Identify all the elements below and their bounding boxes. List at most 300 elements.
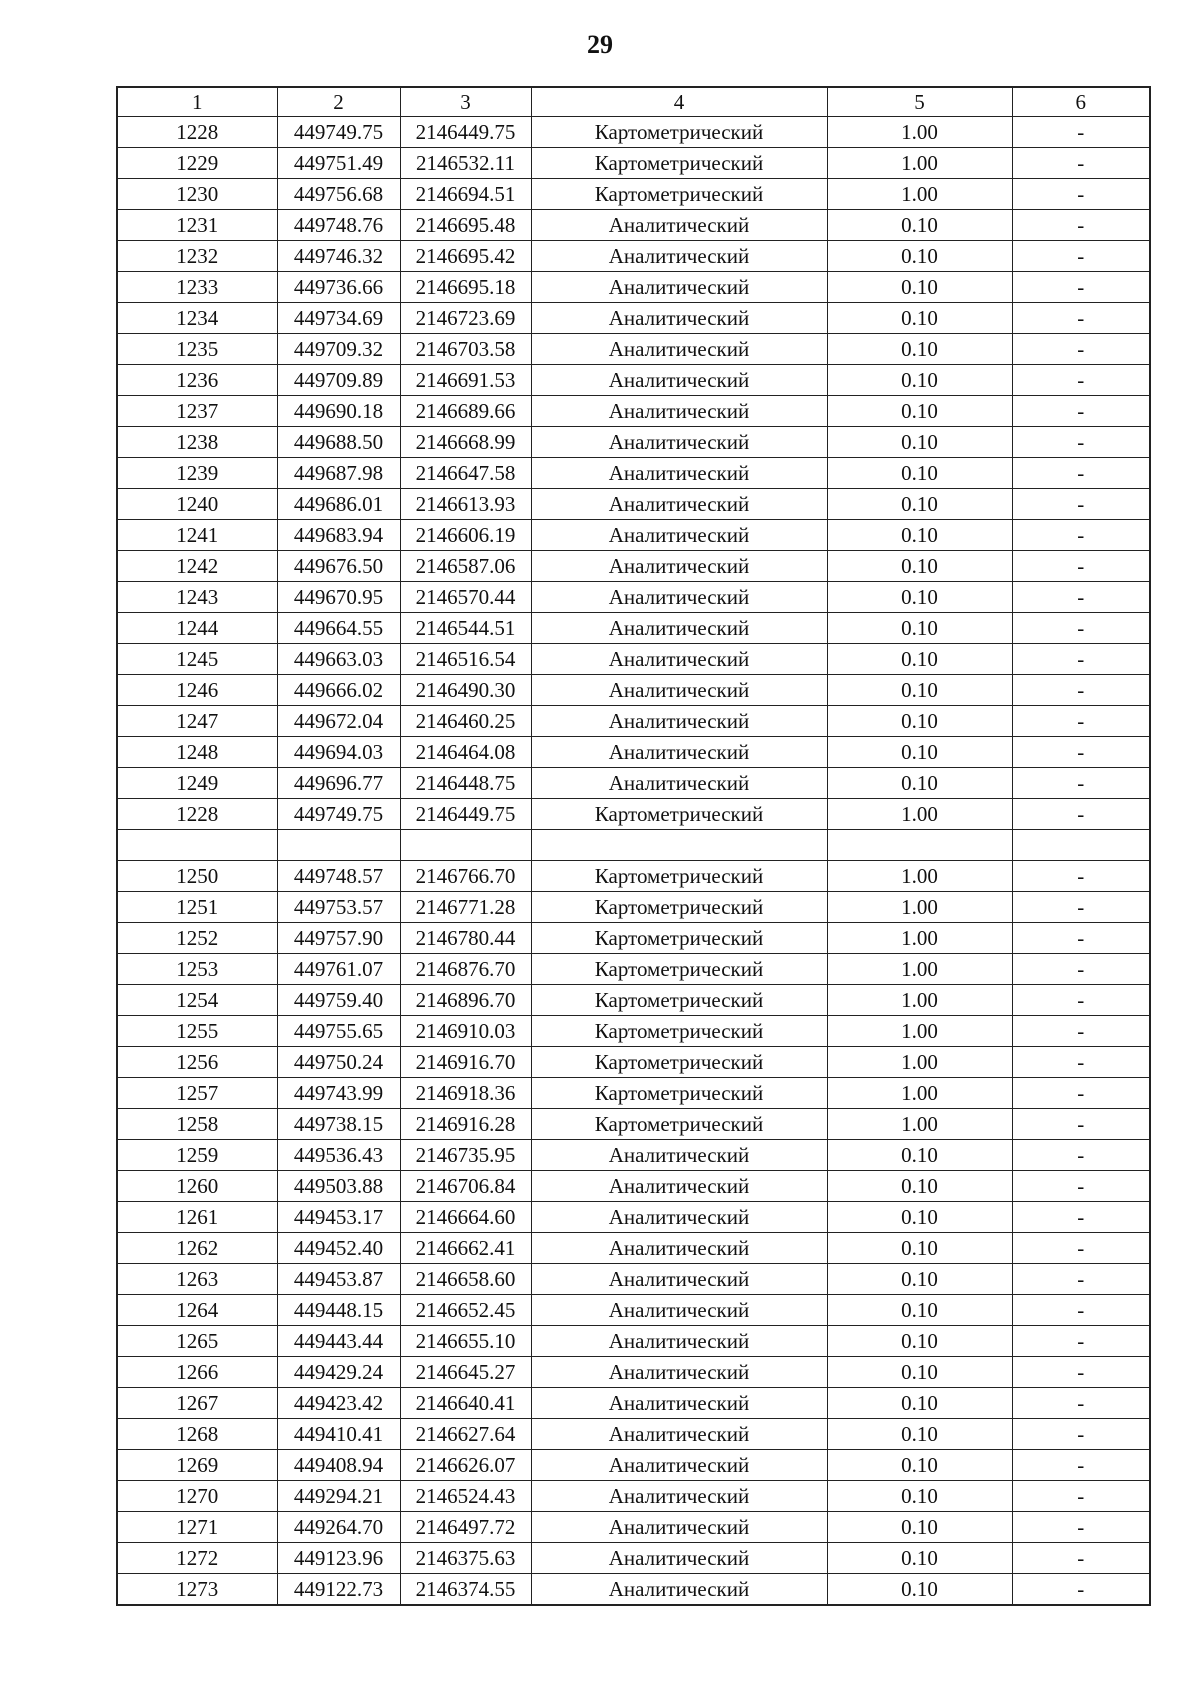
accuracy-cell: 0.10: [827, 520, 1012, 551]
accuracy-cell: 1.00: [827, 179, 1012, 210]
y-coordinate-cell: 2146606.19: [400, 520, 531, 551]
table-row: [117, 1388, 1150, 1419]
table-row: [117, 613, 1150, 644]
y-coordinate-cell: 2146668.99: [400, 427, 531, 458]
y-coordinate-cell: 2146691.53: [400, 365, 531, 396]
accuracy-cell: 1.00: [827, 1016, 1012, 1047]
x-coordinate-cell: 449761.07: [277, 954, 400, 985]
y-coordinate-cell: 2146375.63: [400, 1543, 531, 1574]
point-number-cell: 1270: [117, 1481, 277, 1512]
x-coordinate-cell: 449670.95: [277, 582, 400, 613]
y-coordinate-cell: 2146570.44: [400, 582, 531, 613]
description-cell: -: [1012, 1202, 1150, 1233]
method-cell: Картометрический: [531, 892, 827, 923]
page-number: 29: [587, 30, 613, 59]
point-number-cell: 1251: [117, 892, 277, 923]
table-row: [117, 799, 1150, 830]
y-coordinate-cell: 2146916.70: [400, 1047, 531, 1078]
accuracy-cell: 0.10: [827, 1140, 1012, 1171]
description-cell: -: [1012, 1016, 1150, 1047]
description-cell: -: [1012, 1512, 1150, 1543]
point-number-cell: 1234: [117, 303, 277, 334]
description-cell: -: [1012, 582, 1150, 613]
y-coordinate-cell: 2146910.03: [400, 1016, 531, 1047]
y-coordinate-cell: 2146613.93: [400, 489, 531, 520]
point-number-cell: 1269: [117, 1450, 277, 1481]
accuracy-cell: 0.10: [827, 582, 1012, 613]
accuracy-cell: 0.10: [827, 1512, 1012, 1543]
table-row: [117, 520, 1150, 551]
table-row: [117, 1109, 1150, 1140]
method-cell: Аналитический: [531, 613, 827, 644]
accuracy-cell: 0.10: [827, 613, 1012, 644]
y-coordinate-cell: 2146766.70: [400, 861, 531, 892]
x-coordinate-cell: 449748.76: [277, 210, 400, 241]
table-row: [117, 303, 1150, 334]
table-row: [117, 768, 1150, 799]
description-cell: -: [1012, 551, 1150, 582]
y-coordinate-cell: 2146916.28: [400, 1109, 531, 1140]
y-coordinate-cell: 2146448.75: [400, 768, 531, 799]
method-cell: Аналитический: [531, 1357, 827, 1388]
table-row: [117, 675, 1150, 706]
table-row: [117, 1419, 1150, 1450]
method-cell: Аналитический: [531, 1233, 827, 1264]
x-coordinate-cell: 449683.94: [277, 520, 400, 551]
x-coordinate-cell: 449503.88: [277, 1171, 400, 1202]
y-coordinate-cell: 2146524.43: [400, 1481, 531, 1512]
table-row: [117, 148, 1150, 179]
accuracy-cell: 0.10: [827, 737, 1012, 768]
accuracy-cell: 0.10: [827, 1295, 1012, 1326]
y-coordinate-cell: 2146723.69: [400, 303, 531, 334]
method-cell: Аналитический: [531, 489, 827, 520]
description-cell: -: [1012, 1450, 1150, 1481]
point-number-cell: 1237: [117, 396, 277, 427]
point-number-cell: 1244: [117, 613, 277, 644]
method-cell: Аналитический: [531, 1264, 827, 1295]
table-body: [117, 117, 1150, 1606]
table-row: [117, 1357, 1150, 1388]
description-cell: [1012, 830, 1150, 861]
table-row: [117, 1171, 1150, 1202]
method-cell: Картометрический: [531, 1047, 827, 1078]
method-cell: Картометрический: [531, 954, 827, 985]
method-cell: Картометрический: [531, 148, 827, 179]
point-number-cell: 1233: [117, 272, 277, 303]
point-number-cell: 1232: [117, 241, 277, 272]
y-coordinate-cell: 2146449.75: [400, 799, 531, 830]
table-row: [117, 210, 1150, 241]
accuracy-cell: 0.10: [827, 1574, 1012, 1606]
x-coordinate-cell: 449123.96: [277, 1543, 400, 1574]
table-row: [117, 706, 1150, 737]
x-coordinate-cell: 449453.17: [277, 1202, 400, 1233]
table-row: [117, 365, 1150, 396]
point-number-cell: 1241: [117, 520, 277, 551]
y-coordinate-cell: 2146655.10: [400, 1326, 531, 1357]
y-coordinate-cell: 2146876.70: [400, 954, 531, 985]
point-number-cell: 1230: [117, 179, 277, 210]
accuracy-cell: 1.00: [827, 1109, 1012, 1140]
description-cell: -: [1012, 1326, 1150, 1357]
description-cell: -: [1012, 1574, 1150, 1606]
point-number-cell: 1259: [117, 1140, 277, 1171]
point-number-cell: 1267: [117, 1388, 277, 1419]
table-row: [117, 1233, 1150, 1264]
x-coordinate-cell: 449663.03: [277, 644, 400, 675]
y-coordinate-cell: 2146645.27: [400, 1357, 531, 1388]
accuracy-cell: 1.00: [827, 1078, 1012, 1109]
accuracy-cell: 0.10: [827, 365, 1012, 396]
method-cell: Аналитический: [531, 1171, 827, 1202]
accuracy-cell: 1.00: [827, 799, 1012, 830]
accuracy-cell: 0.10: [827, 644, 1012, 675]
accuracy-cell: 1.00: [827, 892, 1012, 923]
description-cell: -: [1012, 272, 1150, 303]
point-number-cell: 1239: [117, 458, 277, 489]
accuracy-cell: 0.10: [827, 489, 1012, 520]
method-cell: Аналитический: [531, 396, 827, 427]
point-number-cell: 1246: [117, 675, 277, 706]
table-row: [117, 396, 1150, 427]
point-number-cell: 1257: [117, 1078, 277, 1109]
x-coordinate-cell: 449734.69: [277, 303, 400, 334]
description-cell: -: [1012, 489, 1150, 520]
method-cell: Аналитический: [531, 675, 827, 706]
method-cell: Аналитический: [531, 1326, 827, 1357]
accuracy-cell: 0.10: [827, 675, 1012, 706]
method-cell: Аналитический: [531, 1419, 827, 1450]
point-number-cell: 1228: [117, 799, 277, 830]
method-cell: Аналитический: [531, 582, 827, 613]
x-coordinate-cell: 449749.75: [277, 117, 400, 148]
method-cell: [531, 830, 827, 861]
description-cell: -: [1012, 861, 1150, 892]
description-cell: -: [1012, 396, 1150, 427]
x-coordinate-cell: 449755.65: [277, 1016, 400, 1047]
y-coordinate-cell: 2146374.55: [400, 1574, 531, 1606]
point-number-cell: 1235: [117, 334, 277, 365]
point-number-cell: 1263: [117, 1264, 277, 1295]
point-number-cell: 1266: [117, 1357, 277, 1388]
method-cell: Картометрический: [531, 1016, 827, 1047]
description-cell: -: [1012, 334, 1150, 365]
accuracy-cell: 0.10: [827, 768, 1012, 799]
method-cell: Аналитический: [531, 1574, 827, 1606]
x-coordinate-cell: 449751.49: [277, 148, 400, 179]
description-cell: -: [1012, 985, 1150, 1016]
method-cell: Аналитический: [531, 768, 827, 799]
description-cell: -: [1012, 1419, 1150, 1450]
table-row: [117, 427, 1150, 458]
table-row: [117, 334, 1150, 365]
accuracy-cell: 0.10: [827, 1171, 1012, 1202]
table-row: [117, 1016, 1150, 1047]
y-coordinate-cell: 2146516.54: [400, 644, 531, 675]
point-number-cell: 1249: [117, 768, 277, 799]
method-cell: Картометрический: [531, 1109, 827, 1140]
point-number-cell: 1242: [117, 551, 277, 582]
method-cell: Аналитический: [531, 303, 827, 334]
description-cell: -: [1012, 1388, 1150, 1419]
y-coordinate-cell: 2146735.95: [400, 1140, 531, 1171]
method-cell: Картометрический: [531, 923, 827, 954]
accuracy-cell: 0.10: [827, 1326, 1012, 1357]
table-row: [117, 458, 1150, 489]
x-coordinate-cell: 449753.57: [277, 892, 400, 923]
description-cell: -: [1012, 303, 1150, 334]
method-cell: Картометрический: [531, 117, 827, 148]
description-cell: -: [1012, 675, 1150, 706]
table-row: [117, 1264, 1150, 1295]
table-row: [117, 1512, 1150, 1543]
table-row: [117, 551, 1150, 582]
y-coordinate-cell: 2146640.41: [400, 1388, 531, 1419]
x-coordinate-cell: 449736.66: [277, 272, 400, 303]
description-cell: -: [1012, 210, 1150, 241]
accuracy-cell: 0.10: [827, 241, 1012, 272]
column-header: 6: [1012, 87, 1150, 117]
accuracy-cell: [827, 830, 1012, 861]
table-row: [117, 1543, 1150, 1574]
method-cell: Аналитический: [531, 1388, 827, 1419]
description-cell: -: [1012, 613, 1150, 644]
x-coordinate-cell: 449264.70: [277, 1512, 400, 1543]
table-row: [117, 1078, 1150, 1109]
x-coordinate-cell: 449686.01: [277, 489, 400, 520]
accuracy-cell: 1.00: [827, 954, 1012, 985]
point-number-cell: 1268: [117, 1419, 277, 1450]
y-coordinate-cell: 2146497.72: [400, 1512, 531, 1543]
description-cell: -: [1012, 148, 1150, 179]
point-number-cell: 1240: [117, 489, 277, 520]
accuracy-cell: 0.10: [827, 551, 1012, 582]
accuracy-cell: 0.10: [827, 1450, 1012, 1481]
point-number-cell: 1273: [117, 1574, 277, 1606]
table-row: [117, 861, 1150, 892]
description-cell: -: [1012, 427, 1150, 458]
table-row: [117, 892, 1150, 923]
description-cell: -: [1012, 1047, 1150, 1078]
description-cell: -: [1012, 1109, 1150, 1140]
table-row: [117, 489, 1150, 520]
accuracy-cell: 0.10: [827, 458, 1012, 489]
y-coordinate-cell: 2146780.44: [400, 923, 531, 954]
method-cell: Аналитический: [531, 520, 827, 551]
table-row: [117, 1047, 1150, 1078]
x-coordinate-cell: 449743.99: [277, 1078, 400, 1109]
x-coordinate-cell: 449666.02: [277, 675, 400, 706]
point-number-cell: 1265: [117, 1326, 277, 1357]
x-coordinate-cell: 449746.32: [277, 241, 400, 272]
x-coordinate-cell: 449664.55: [277, 613, 400, 644]
description-cell: -: [1012, 365, 1150, 396]
table-row: [117, 1326, 1150, 1357]
table-row: [117, 644, 1150, 675]
method-cell: Картометрический: [531, 179, 827, 210]
x-coordinate-cell: 449757.90: [277, 923, 400, 954]
x-coordinate-cell: 449750.24: [277, 1047, 400, 1078]
accuracy-cell: 1.00: [827, 117, 1012, 148]
x-coordinate-cell: 449429.24: [277, 1357, 400, 1388]
accuracy-cell: 0.10: [827, 1481, 1012, 1512]
point-number-cell: 1245: [117, 644, 277, 675]
point-number-cell: 1262: [117, 1233, 277, 1264]
description-cell: -: [1012, 768, 1150, 799]
table-row: [117, 1450, 1150, 1481]
y-coordinate-cell: 2146695.42: [400, 241, 531, 272]
y-coordinate-cell: 2146652.45: [400, 1295, 531, 1326]
y-coordinate-cell: 2146662.41: [400, 1233, 531, 1264]
y-coordinate-cell: 2146544.51: [400, 613, 531, 644]
accuracy-cell: 1.00: [827, 923, 1012, 954]
y-coordinate-cell: 2146647.58: [400, 458, 531, 489]
accuracy-cell: 0.10: [827, 1543, 1012, 1574]
table-row: [117, 1140, 1150, 1171]
x-coordinate-cell: 449423.42: [277, 1388, 400, 1419]
accuracy-cell: 0.10: [827, 1264, 1012, 1295]
x-coordinate-cell: 449690.18: [277, 396, 400, 427]
method-cell: Аналитический: [531, 210, 827, 241]
table-row: [117, 954, 1150, 985]
x-coordinate-cell: 449672.04: [277, 706, 400, 737]
description-cell: -: [1012, 892, 1150, 923]
point-number-cell: 1264: [117, 1295, 277, 1326]
description-cell: -: [1012, 1295, 1150, 1326]
point-number-cell: 1256: [117, 1047, 277, 1078]
column-header: 2: [277, 87, 400, 117]
method-cell: Картометрический: [531, 861, 827, 892]
description-cell: -: [1012, 954, 1150, 985]
x-coordinate-cell: 449748.57: [277, 861, 400, 892]
point-number-cell: 1272: [117, 1543, 277, 1574]
table-row: [117, 1295, 1150, 1326]
x-coordinate-cell: 449696.77: [277, 768, 400, 799]
x-coordinate-cell: 449294.21: [277, 1481, 400, 1512]
method-cell: Аналитический: [531, 1481, 827, 1512]
accuracy-cell: 0.10: [827, 334, 1012, 365]
method-cell: Аналитический: [531, 551, 827, 582]
method-cell: Картометрический: [531, 1078, 827, 1109]
x-coordinate-cell: 449448.15: [277, 1295, 400, 1326]
x-coordinate-cell: 449443.44: [277, 1326, 400, 1357]
x-coordinate-cell: 449410.41: [277, 1419, 400, 1450]
x-coordinate-cell: 449688.50: [277, 427, 400, 458]
x-coordinate-cell: 449687.98: [277, 458, 400, 489]
y-coordinate-cell: 2146703.58: [400, 334, 531, 365]
y-coordinate-cell: 2146918.36: [400, 1078, 531, 1109]
table-row: [117, 241, 1150, 272]
y-coordinate-cell: [400, 830, 531, 861]
description-cell: -: [1012, 644, 1150, 675]
method-cell: Аналитический: [531, 272, 827, 303]
method-cell: Картометрический: [531, 985, 827, 1016]
table-row: [117, 1574, 1150, 1606]
accuracy-cell: 0.10: [827, 1233, 1012, 1264]
x-coordinate-cell: [277, 830, 400, 861]
description-cell: -: [1012, 1543, 1150, 1574]
accuracy-cell: 1.00: [827, 861, 1012, 892]
y-coordinate-cell: 2146695.48: [400, 210, 531, 241]
description-cell: -: [1012, 737, 1150, 768]
accuracy-cell: 0.10: [827, 1419, 1012, 1450]
method-cell: Аналитический: [531, 1140, 827, 1171]
point-number-cell: 1247: [117, 706, 277, 737]
point-number-cell: 1260: [117, 1171, 277, 1202]
y-coordinate-cell: 2146658.60: [400, 1264, 531, 1295]
x-coordinate-cell: 449676.50: [277, 551, 400, 582]
description-cell: -: [1012, 1481, 1150, 1512]
description-cell: -: [1012, 706, 1150, 737]
point-number-cell: 1261: [117, 1202, 277, 1233]
point-number-cell: 1254: [117, 985, 277, 1016]
description-cell: -: [1012, 117, 1150, 148]
y-coordinate-cell: 2146627.64: [400, 1419, 531, 1450]
y-coordinate-cell: 2146689.66: [400, 396, 531, 427]
point-number-cell: [117, 830, 277, 861]
method-cell: Аналитический: [531, 1512, 827, 1543]
description-cell: -: [1012, 1171, 1150, 1202]
table-row: [117, 117, 1150, 148]
table-row: [117, 737, 1150, 768]
accuracy-cell: 0.10: [827, 1388, 1012, 1419]
method-cell: Аналитический: [531, 1450, 827, 1481]
point-number-cell: 1255: [117, 1016, 277, 1047]
method-cell: Аналитический: [531, 365, 827, 396]
x-coordinate-cell: 449122.73: [277, 1574, 400, 1606]
accuracy-cell: 0.10: [827, 210, 1012, 241]
column-header: 1: [117, 87, 277, 117]
y-coordinate-cell: 2146490.30: [400, 675, 531, 706]
y-coordinate-cell: 2146626.07: [400, 1450, 531, 1481]
description-cell: -: [1012, 179, 1150, 210]
accuracy-cell: 0.10: [827, 396, 1012, 427]
method-cell: Аналитический: [531, 334, 827, 365]
column-header: 4: [531, 87, 827, 117]
column-header: 3: [400, 87, 531, 117]
description-cell: -: [1012, 520, 1150, 551]
column-header: 5: [827, 87, 1012, 117]
point-number-cell: 1248: [117, 737, 277, 768]
x-coordinate-cell: 449749.75: [277, 799, 400, 830]
table-row: [117, 582, 1150, 613]
description-cell: -: [1012, 1233, 1150, 1264]
table-row: [117, 272, 1150, 303]
y-coordinate-cell: 2146532.11: [400, 148, 531, 179]
accuracy-cell: 0.10: [827, 427, 1012, 458]
point-number-cell: 1229: [117, 148, 277, 179]
x-coordinate-cell: 449709.89: [277, 365, 400, 396]
y-coordinate-cell: 2146896.70: [400, 985, 531, 1016]
description-cell: -: [1012, 458, 1150, 489]
accuracy-cell: 0.10: [827, 706, 1012, 737]
description-cell: -: [1012, 241, 1150, 272]
table-row: [117, 830, 1150, 861]
method-cell: Аналитический: [531, 1295, 827, 1326]
method-cell: Аналитический: [531, 458, 827, 489]
method-cell: Аналитический: [531, 706, 827, 737]
table-row: [117, 179, 1150, 210]
table-row: [117, 1202, 1150, 1233]
description-cell: -: [1012, 799, 1150, 830]
description-cell: -: [1012, 1140, 1150, 1171]
description-cell: -: [1012, 1078, 1150, 1109]
point-number-cell: 1252: [117, 923, 277, 954]
point-number-cell: 1238: [117, 427, 277, 458]
method-cell: Аналитический: [531, 427, 827, 458]
description-cell: -: [1012, 1357, 1150, 1388]
